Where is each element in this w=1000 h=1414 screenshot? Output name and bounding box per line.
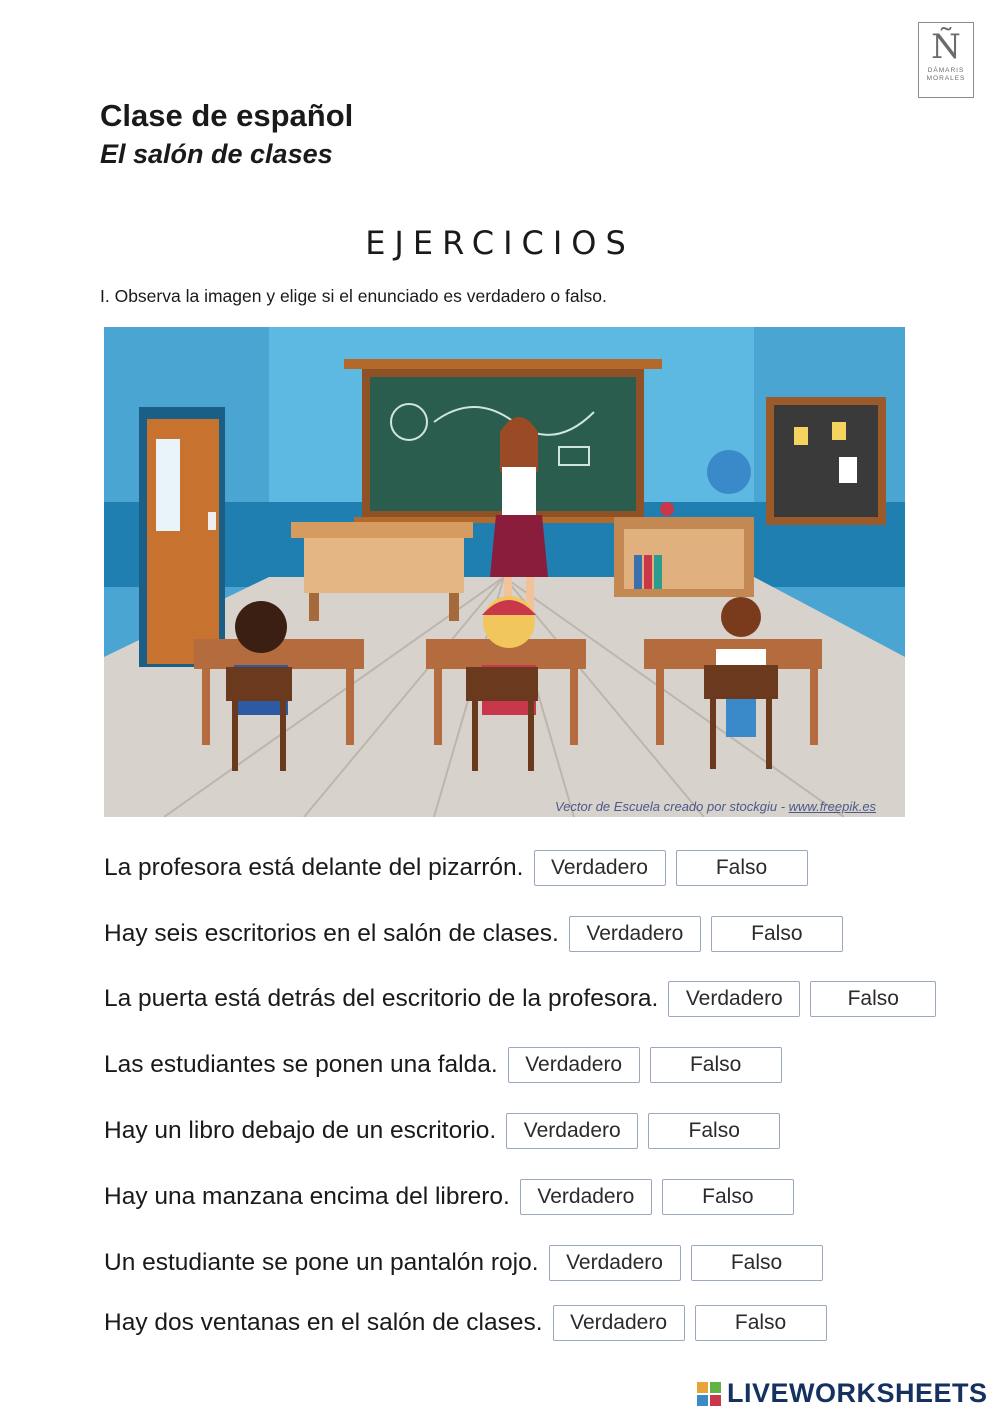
section-heading: EJERCICIOS xyxy=(365,224,635,262)
logo-line-2: MORALES xyxy=(926,75,966,82)
statement-text: Hay seis escritorios en el salón de clases. xyxy=(104,920,559,947)
false-option-button[interactable]: Falso xyxy=(648,1113,780,1149)
false-option-button[interactable]: Falso xyxy=(650,1047,782,1083)
statement-text: Hay dos ventanas en el salón de clases. xyxy=(104,1309,543,1336)
footer-brand-text[interactable]: LIVEWORKSHEETS xyxy=(727,1378,988,1408)
statement-text: Hay una manzana encima del librero. xyxy=(104,1183,510,1210)
liveworksheets-icon xyxy=(697,1382,721,1406)
statement-text: Las estudiantes se ponen una falda. xyxy=(104,1051,498,1078)
brand-logo xyxy=(918,22,974,98)
statement-row-5 xyxy=(104,1113,790,1149)
statement-row-7 xyxy=(104,1245,833,1281)
true-option-button[interactable]: Verdadero xyxy=(506,1113,638,1149)
statement-text: La profesora está delante del pizarrón. xyxy=(104,854,524,881)
false-option-button[interactable]: Falso xyxy=(676,850,808,886)
statement-row-4 xyxy=(104,1047,792,1083)
classroom-illustration xyxy=(104,327,905,817)
true-option-button[interactable]: Verdadero xyxy=(553,1305,685,1341)
false-option-button[interactable]: Falso xyxy=(810,981,936,1017)
page-subtitle: El salón de clases xyxy=(100,139,333,169)
true-option-button[interactable]: Verdadero xyxy=(668,981,800,1017)
statement-row-8 xyxy=(104,1305,837,1341)
logo-line-1: DÁMARIS xyxy=(927,67,965,74)
false-option-button[interactable]: Falso xyxy=(711,916,843,952)
statement-row-6 xyxy=(104,1179,804,1215)
statement-text: Hay un libro debajo de un escritorio. xyxy=(104,1117,497,1144)
credit-link[interactable]: www.freepik.es xyxy=(788,799,877,814)
true-option-button[interactable]: Verdadero xyxy=(534,850,666,886)
statement-text: Un estudiante se pone un pantalón rojo. xyxy=(104,1249,539,1276)
true-option-button[interactable]: Verdadero xyxy=(520,1179,652,1215)
false-option-button[interactable]: Falso xyxy=(691,1245,823,1281)
instruction-text: I. Observa la imagen y elige si el enunciado es verdadero o falso. xyxy=(100,286,607,306)
statement-row-3 xyxy=(104,981,936,1017)
footer-brand xyxy=(697,1378,988,1409)
true-option-button[interactable]: Verdadero xyxy=(508,1047,640,1083)
statement-row-1 xyxy=(104,850,818,886)
true-option-button[interactable]: Verdadero xyxy=(549,1245,681,1281)
credit-text: Vector de Escuela creado por stockgiu - xyxy=(555,799,789,814)
true-option-button[interactable]: Verdadero xyxy=(569,916,701,952)
logo-glyph: Ñ xyxy=(931,27,961,67)
statement-row-2 xyxy=(104,916,853,952)
false-option-button[interactable]: Falso xyxy=(695,1305,827,1341)
statement-text: La puerta está detrás del escritorio de la profesora. xyxy=(104,985,659,1012)
false-option-button[interactable]: Falso xyxy=(662,1179,794,1215)
page-title: Clase de español xyxy=(100,98,354,133)
image-credit xyxy=(555,799,876,814)
